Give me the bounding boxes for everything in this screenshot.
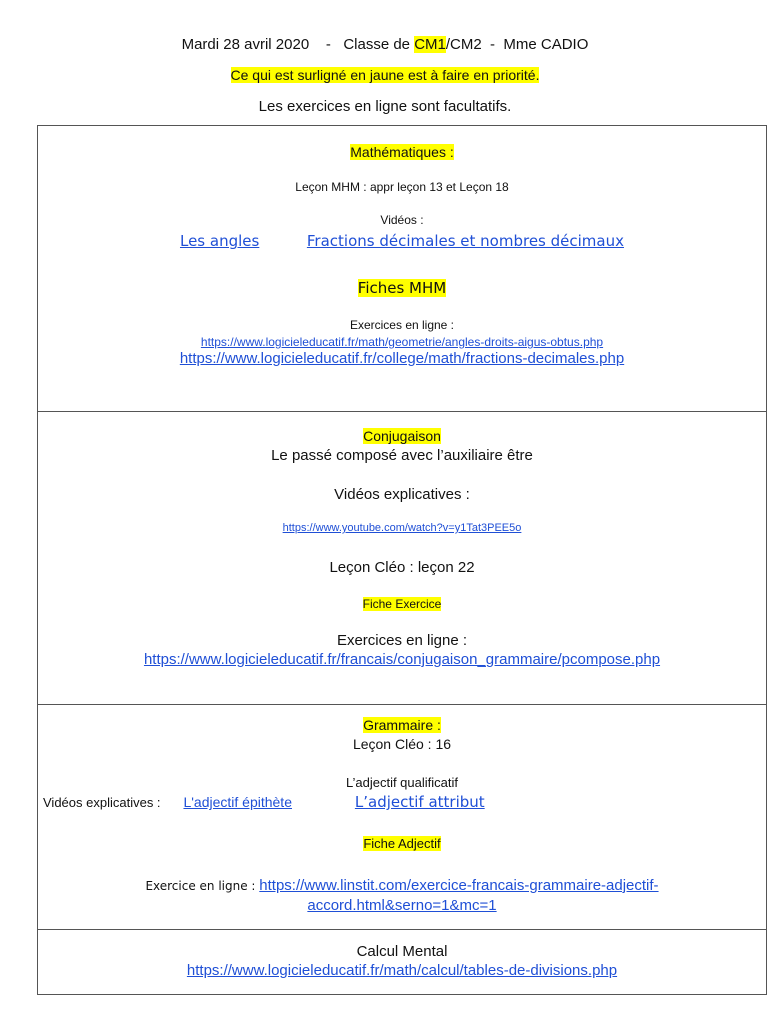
conj-worksheet-row <box>38 597 766 611</box>
calcul-section <box>37 929 767 995</box>
video-link-angles[interactable]: Les angles <box>179 232 260 250</box>
conj-online-label: Exercices en ligne : <box>336 632 468 649</box>
divisions-url[interactable]: https://www.logicieleducatif.fr/math/calcul/tables-de-divisions.php <box>186 962 618 979</box>
date-text: Mardi 28 avril 2020 - Classe de <box>181 36 415 53</box>
gram-title: Grammaire : <box>363 717 441 733</box>
gram-title-row <box>38 717 766 733</box>
gram-worksheet: Fiche Adjectif <box>363 836 441 851</box>
math-videos-label: Vidéos : <box>380 213 424 227</box>
math-title: Mathématiques : <box>350 144 454 160</box>
gram-online-row <box>38 876 766 915</box>
video-link-epithete[interactable]: L'adjectif épithète <box>183 794 292 810</box>
math-online-label: Exercices en ligne : <box>349 318 455 332</box>
date-line <box>0 36 770 53</box>
video-link-fractions[interactable]: Fractions décimales et nombres décimaux <box>306 232 624 250</box>
optional-note: Les exercices en ligne sont facultatifs. <box>258 98 512 115</box>
teacher-text: /CM2 - Mme CADIO <box>445 36 589 53</box>
math-link-fractions[interactable] <box>38 350 766 367</box>
linstit-url-part1[interactable]: https://www.linstit.com/exercice-francais-grammaire-adjectif- <box>259 877 659 894</box>
video-link-attribut[interactable]: L’adjectif attribut <box>354 793 485 811</box>
priority-note: Ce qui est surligné en jaune est à faire en priorité. <box>230 67 540 83</box>
math-lesson: Leçon MHM : appr leçon 13 et Leçon 18 <box>295 180 509 194</box>
conj-online-link-row[interactable] <box>38 651 766 668</box>
conjugaison-section <box>37 411 767 705</box>
math-worksheet: Fiches MHM <box>357 279 447 297</box>
math-videos-row <box>38 232 766 250</box>
gram-videos-label: Vidéos explicatives : <box>43 795 161 810</box>
conj-title: Conjugaison <box>363 428 441 444</box>
conj-lesson: Leçon Cléo : leçon 22 <box>329 559 475 576</box>
conj-title-row <box>38 428 766 444</box>
grammaire-section <box>37 704 767 930</box>
angles-url[interactable]: https://www.logicieleducatif.fr/math/geometrie/angles-droits-aigus-obtus.php <box>200 335 604 349</box>
calcul-link-row[interactable] <box>38 962 766 979</box>
gram-online-label: Exercice en ligne : <box>145 879 260 893</box>
gram-videos-row <box>43 793 485 812</box>
math-link-angles[interactable] <box>38 335 766 349</box>
linstit-url-part2[interactable]: accord.html&serno=1&mc=1 <box>307 897 497 914</box>
class-highlight: CM1 <box>414 36 446 53</box>
gram-topic: L’adjectif qualificatif <box>345 775 458 790</box>
math-section <box>37 125 767 412</box>
conj-videos-label: Vidéos explicatives : <box>334 486 470 503</box>
youtube-url[interactable]: https://www.youtube.com/watch?v=y1Tat3PEE5o <box>282 522 522 534</box>
math-worksheet-row <box>38 279 766 297</box>
fractions-url[interactable]: https://www.logicieleducatif.fr/college/math/fractions-decimales.php <box>179 350 625 367</box>
conj-subtitle: Le passé composé avec l’auxiliaire être <box>271 447 533 464</box>
conj-worksheet: Fiche Exercice <box>362 597 442 611</box>
conj-video-link-row[interactable] <box>38 522 766 534</box>
gram-lesson: Leçon Cléo : 16 <box>352 736 452 752</box>
math-title-row <box>38 144 766 160</box>
gram-worksheet-row <box>38 836 766 851</box>
pcompose-url[interactable]: https://www.logicieleducatif.fr/francais/conjugaison_grammaire/pcompose.php <box>143 651 661 668</box>
calcul-title: Calcul Mental <box>356 943 448 960</box>
priority-note-row <box>0 67 770 83</box>
